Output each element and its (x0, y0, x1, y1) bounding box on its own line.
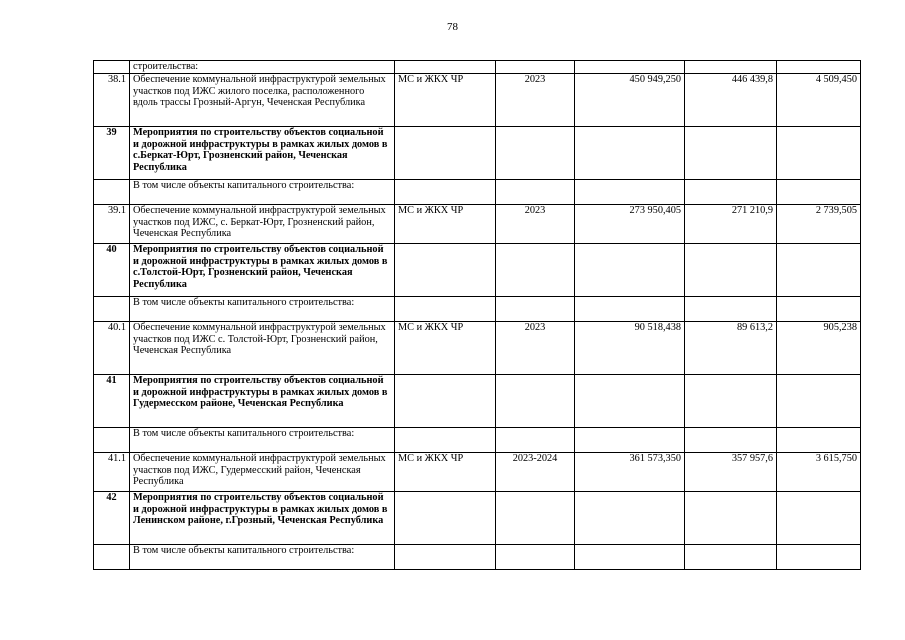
executor-cell (395, 297, 496, 322)
row-number-cell: 41.1 (94, 453, 130, 492)
executor-cell (395, 127, 496, 180)
table-row (94, 205, 861, 244)
row-number-cell (94, 61, 130, 74)
row-number-cell: 40 (94, 244, 130, 297)
year-cell (496, 545, 575, 570)
table-row (94, 492, 861, 545)
activity-name-cell: Мероприятия по строительству объектов социальной и дорожной инфраструктуры в рамках жилых домов в Ленинском районе, г.Грозный, Чеченская Республика (130, 492, 395, 545)
activity-name-cell: В том числе объекты капитального строительства: (130, 428, 395, 453)
year-cell (496, 492, 575, 545)
total-amount-cell (575, 297, 685, 322)
table-row (94, 244, 861, 297)
total-amount-cell (575, 375, 685, 428)
regional-amount-cell (777, 244, 861, 297)
year-cell: 2023 (496, 322, 575, 375)
row-number-cell: 41 (94, 375, 130, 428)
total-amount-cell (575, 428, 685, 453)
regional-amount-cell (777, 375, 861, 428)
activity-name-cell: строительства: (130, 61, 395, 74)
regional-amount-cell: 4 509,450 (777, 74, 861, 127)
activity-name-cell: Обеспечение коммунальной инфраструктурой земельных участков под ИЖС жилого поселка, расположенного вдоль трассы Грозный-Аргун, Чеченская Республика (130, 74, 395, 127)
table-row (94, 180, 861, 205)
row-number-cell (94, 428, 130, 453)
activity-name-cell: Обеспечение коммунальной инфраструктурой земельных участков под ИЖС с. Толстой-Юрт, Грозненский район, Чеченская Республика (130, 322, 395, 375)
table-row (94, 545, 861, 570)
year-cell: 2023 (496, 205, 575, 244)
total-amount-cell: 450 949,250 (575, 74, 685, 127)
total-amount-cell (575, 545, 685, 570)
program-table (93, 60, 861, 570)
federal-amount-cell (685, 61, 777, 74)
row-number-cell: 39 (94, 127, 130, 180)
activity-name-cell: В том числе объекты капитального строительства: (130, 180, 395, 205)
table-row (94, 74, 861, 127)
regional-amount-cell (777, 127, 861, 180)
regional-amount-cell: 3 615,750 (777, 453, 861, 492)
federal-amount-cell (685, 428, 777, 453)
year-cell (496, 244, 575, 297)
federal-amount-cell: 89 613,2 (685, 322, 777, 375)
total-amount-cell: 361 573,350 (575, 453, 685, 492)
total-amount-cell (575, 180, 685, 205)
total-amount-cell (575, 492, 685, 545)
executor-cell: МС и ЖКХ ЧР (395, 74, 496, 127)
total-amount-cell (575, 127, 685, 180)
row-number-cell (94, 545, 130, 570)
table-row (94, 297, 861, 322)
federal-amount-cell (685, 297, 777, 322)
executor-cell (395, 545, 496, 570)
executor-cell (395, 61, 496, 74)
table-body (94, 61, 861, 570)
row-number-cell (94, 297, 130, 322)
activity-name-cell: Мероприятия по строительству объектов социальной и дорожной инфраструктуры в рамках жилых домов в с.Толстой-Юрт, Грозненский район, Чеченская Республика (130, 244, 395, 297)
row-number-cell: 40.1 (94, 322, 130, 375)
year-cell (496, 428, 575, 453)
executor-cell: МС и ЖКХ ЧР (395, 205, 496, 244)
federal-amount-cell: 271 210,9 (685, 205, 777, 244)
executor-cell (395, 428, 496, 453)
total-amount-cell (575, 61, 685, 74)
activity-name-cell: Обеспечение коммунальной инфраструктурой земельных участков под ИЖС, с. Беркат-Юрт, Грозненский район, Чеченская Республика (130, 205, 395, 244)
activity-name-cell: Мероприятия по строительству объектов социальной и дорожной инфраструктуры в рамках жилых домов в с.Беркат-Юрт, Грозненский район, Чеченская Республика (130, 127, 395, 180)
table-row (94, 127, 861, 180)
executor-cell (395, 244, 496, 297)
year-cell: 2023-2024 (496, 453, 575, 492)
executor-cell (395, 375, 496, 428)
activity-name-cell: В том числе объекты капитального строительства: (130, 297, 395, 322)
federal-amount-cell: 446 439,8 (685, 74, 777, 127)
regional-amount-cell: 2 739,505 (777, 205, 861, 244)
page-number: 78 (447, 21, 458, 33)
federal-amount-cell (685, 127, 777, 180)
federal-amount-cell (685, 180, 777, 205)
table-row (94, 322, 861, 375)
federal-amount-cell (685, 375, 777, 428)
total-amount-cell (575, 244, 685, 297)
year-cell (496, 297, 575, 322)
total-amount-cell: 90 518,438 (575, 322, 685, 375)
regional-amount-cell (777, 428, 861, 453)
activity-name-cell: Обеспечение коммунальной инфраструктурой земельных участков под ИЖС, Гудермесский район, Чеченская Республика (130, 453, 395, 492)
federal-amount-cell (685, 545, 777, 570)
federal-amount-cell (685, 492, 777, 545)
row-number-cell: 38.1 (94, 74, 130, 127)
table-row (94, 375, 861, 428)
year-cell: 2023 (496, 74, 575, 127)
executor-cell: МС и ЖКХ ЧР (395, 322, 496, 375)
regional-amount-cell (777, 180, 861, 205)
regional-amount-cell (777, 61, 861, 74)
activity-name-cell: Мероприятия по строительству объектов социальной и дорожной инфраструктуры в рамках жилых домов в Гудермесском районе, Чеченская Республика (130, 375, 395, 428)
table-row (94, 61, 861, 74)
total-amount-cell: 273 950,405 (575, 205, 685, 244)
regional-amount-cell (777, 297, 861, 322)
regional-amount-cell (777, 492, 861, 545)
year-cell (496, 180, 575, 205)
executor-cell (395, 492, 496, 545)
row-number-cell (94, 180, 130, 205)
year-cell (496, 127, 575, 180)
row-number-cell: 39.1 (94, 205, 130, 244)
federal-amount-cell (685, 244, 777, 297)
year-cell (496, 375, 575, 428)
table-row (94, 453, 861, 492)
row-number-cell: 42 (94, 492, 130, 545)
table-row (94, 428, 861, 453)
year-cell (496, 61, 575, 74)
executor-cell: МС и ЖКХ ЧР (395, 453, 496, 492)
regional-amount-cell: 905,238 (777, 322, 861, 375)
activity-name-cell: В том числе объекты капитального строительства: (130, 545, 395, 570)
federal-amount-cell: 357 957,6 (685, 453, 777, 492)
regional-amount-cell (777, 545, 861, 570)
executor-cell (395, 180, 496, 205)
